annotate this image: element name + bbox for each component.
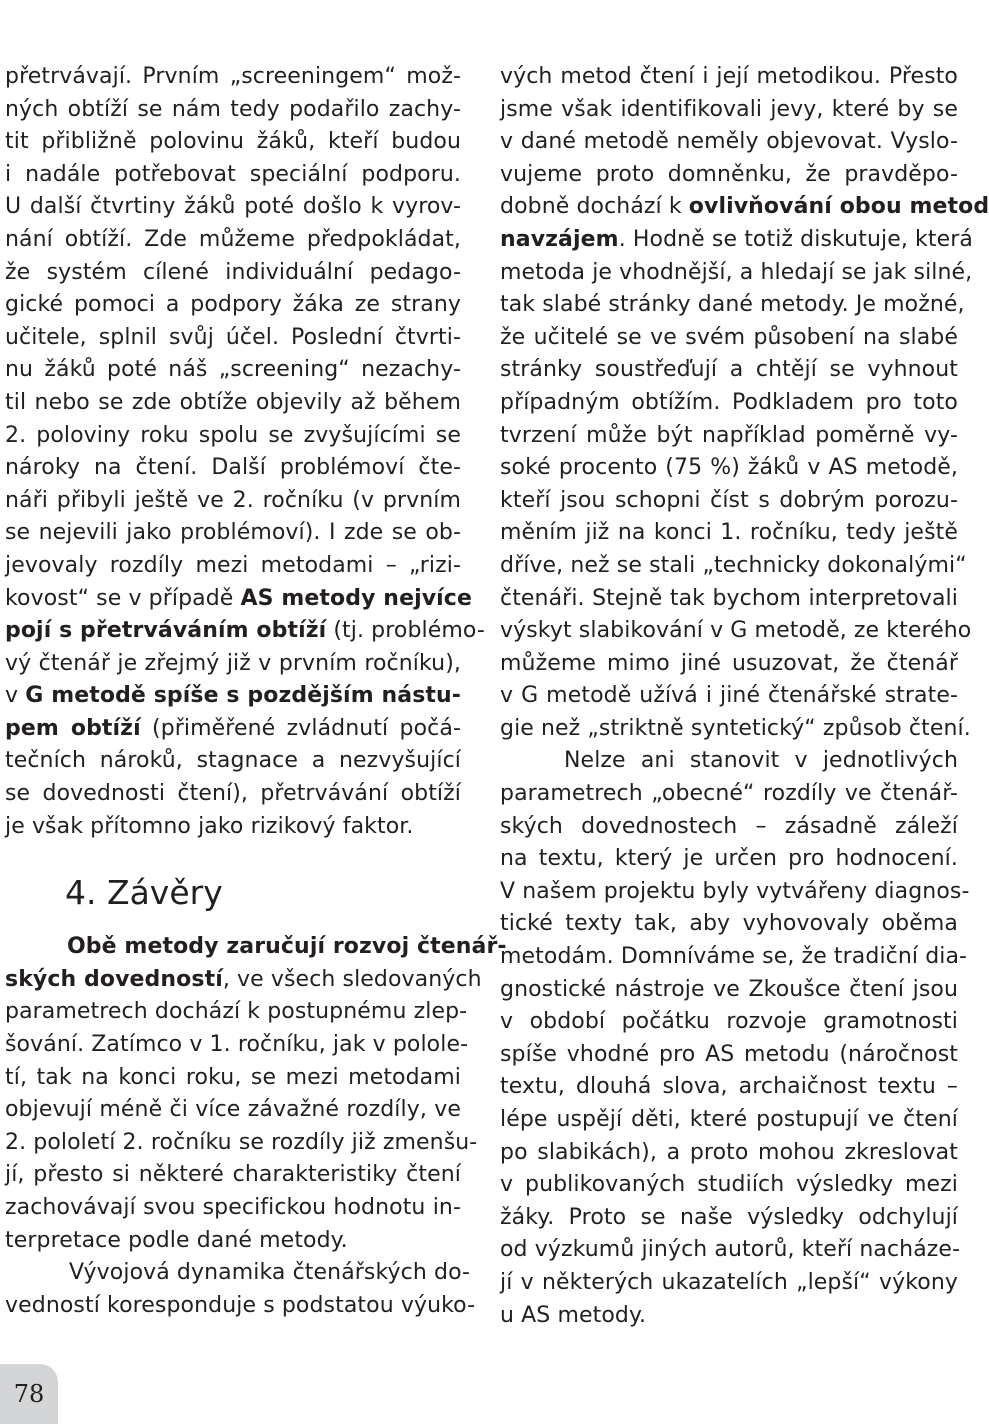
- text-run: kovost“ se v případě: [5, 585, 241, 611]
- text-line: gie než „striktně syntetický“ způsob čtení.: [500, 715, 971, 741]
- text-line: Nelze ani stanovit v jednotlivých: [564, 748, 958, 774]
- text-line: stránky soustřeďují a chtějí se vyhnout: [500, 357, 958, 383]
- right-paragraph-1: [500, 61, 989, 745]
- text-line: žáky. Proto se naše výsledky odchylují: [500, 1204, 958, 1230]
- text-line: objevují méně či více závažné rozdíly, ve: [5, 1097, 461, 1123]
- spacer: [5, 843, 461, 865]
- text-line: nání obtíží. Zde můžeme předpokládat,: [5, 226, 461, 252]
- text-line: tit přibližně polovinu žáků, kteří budou: [5, 129, 461, 155]
- text-line: [5, 583, 472, 616]
- text-line: se nejevili jako problémoví). I zde se ob-: [5, 520, 461, 546]
- emphasis-text: G metodě spíše s pozdějším nástu-: [25, 683, 462, 709]
- emphasis-text: Obě metody zaručují rozvoj čtenář-: [67, 934, 507, 960]
- text-line: [5, 964, 482, 997]
- text-run: (tj. problémo-: [326, 618, 485, 644]
- text-line: nu žáků poté náš „screening“ nezachy-: [5, 357, 461, 383]
- text-line: vých metod čtení i její metodikou. Přesto: [500, 64, 958, 89]
- text-line: V našem projektu byly vytvářeny diagnos-: [500, 878, 970, 904]
- text-line: vý čtenář je zřejmý již v prvním ročníku),: [5, 650, 461, 676]
- text-line: případným obtížím. Podkladem pro toto: [500, 389, 958, 415]
- left-paragraph-1: [5, 61, 485, 843]
- text-line: tí, tak na konci roku, se mezi metodami: [5, 1064, 461, 1090]
- text-line: [5, 680, 461, 713]
- text-line: 2. pololetí 2. ročníku se rozdíly již zmenšu-: [5, 1129, 478, 1155]
- text-run: dobně dochází k: [500, 194, 689, 220]
- text-line: [5, 931, 507, 964]
- text-line: po slabikách), a proto mohou zkreslovat: [500, 1139, 958, 1165]
- text-line: v období počátku rozvoje gramotnosti: [500, 1009, 958, 1035]
- text-line: vedností koresponduje s podstatou výuko-: [5, 1292, 476, 1318]
- text-line: od výzkumů jiných autorů, kteří nacháze-: [500, 1237, 961, 1263]
- text-line: je však přítomno jako rizikový faktor.: [5, 813, 414, 839]
- text-line: tvrzení může být například poměrně vy-: [500, 422, 958, 448]
- text-line: ných obtíží se nám tedy podařilo zachy-: [5, 96, 461, 122]
- text-line: dříve, než se stali „technicky dokonalými“: [500, 552, 967, 578]
- section-heading: 4. Závěry: [65, 873, 223, 913]
- page-number: 78: [0, 1364, 58, 1424]
- text-line: náři přibyli ještě ve 2. ročníku (v prvním: [5, 487, 461, 513]
- text-line: výskyt slabikování v G metodě, ze kterého: [500, 618, 972, 644]
- text-line: 2. poloviny roku spolu se zvyšujícími se: [5, 422, 461, 448]
- text-line: v G metodě užívá i jiné čtenářské strate-: [500, 683, 958, 709]
- text-line: že systém cílené individuální pedago-: [5, 259, 461, 285]
- text-line: textu, dlouhá slova, archaičnost textu –: [500, 1074, 958, 1100]
- text-line: [5, 615, 485, 648]
- text-line: na textu, který je určen pro hodnocení.: [500, 846, 958, 872]
- text-line: nároky na čtení. Další problémoví čte-: [5, 455, 461, 481]
- text-line: jí, přesto si některé charakteristiky čtení: [5, 1162, 461, 1188]
- text-line: přetrvávají. Prvním „screeningem“ mož-: [5, 64, 461, 89]
- left-paragraph-3: [5, 1257, 476, 1322]
- text-line: zachovávají svou specifickou hodnotu in-: [5, 1195, 461, 1220]
- text-line: parametrech „obecné“ rozdíly ve čtenář-: [500, 781, 958, 807]
- text-line: vujeme proto domněnku, že pravděpo-: [500, 161, 958, 187]
- text-line: kteří jsou schopni číst s dobrým porozu-: [500, 487, 958, 513]
- text-line: v publikovaných studiích výsledky mezi: [500, 1172, 958, 1198]
- text-line: tické texty tak, aby vyhovovaly oběma: [500, 911, 958, 937]
- text-line: měním již na konci 1. ročníku, tedy ještě: [500, 520, 958, 546]
- text-line: že učitelé se ve svém působení na slabé: [500, 324, 958, 350]
- text-line: tečních nároků, stagnace a nezvyšující: [5, 748, 461, 774]
- text-line: metoda je vhodnější, a hledají se jak silné,: [500, 259, 973, 285]
- text-line: jsme však identifikovali jevy, které by se: [500, 96, 958, 122]
- text-line: šování. Zatímco v 1. ročníku, jak v polole-: [5, 1032, 469, 1058]
- text-line: soké procento (75 %) žáků v AS metodě,: [500, 455, 958, 481]
- text-run: v: [5, 683, 26, 709]
- text-line: Vývojová dynamika čtenářských do-: [69, 1260, 471, 1286]
- text-line: čtenáři. Stejně tak bychom interpretovali: [500, 585, 958, 611]
- text-line: gické pomoci a podpory žáka ze strany: [5, 292, 461, 318]
- right-column: [500, 61, 989, 1332]
- text-line: učitele, splnil svůj účel. Poslední čtvrti-: [5, 324, 461, 350]
- text-line: u AS metody.: [500, 1302, 647, 1328]
- text-line: [5, 713, 461, 746]
- spacer: [5, 921, 461, 931]
- text-line: til nebo se zde obtíže objevily až během: [5, 389, 461, 415]
- text-line: můžeme mimo jiné usuzovat, že čtenář: [500, 650, 958, 676]
- emphasis-text: navzájem: [500, 226, 619, 252]
- text-line: jí v některých ukazatelích „lepší“ výkony: [500, 1269, 958, 1295]
- right-paragraph-2: [500, 745, 970, 1332]
- text-run: , ve všech sledovaných: [222, 966, 482, 992]
- text-line: ských dovednostech – zásadně záleží: [500, 813, 958, 839]
- text-run: (přiměřené zvládnutí počá-: [140, 715, 461, 741]
- text-line: v dané metodě neměly objevovat. Vyslo-: [500, 129, 958, 155]
- text-line: U další čtvrtiny žáků poté došlo k vyrov-: [5, 194, 461, 220]
- text-line: i nadále potřebovat speciální podporu.: [5, 161, 461, 187]
- emphasis-text: ovlivňování obou metod: [688, 194, 989, 220]
- emphasis-text: pem obtíží: [5, 715, 141, 741]
- text-line: metodám. Domníváme se, že tradiční dia-: [500, 944, 968, 970]
- left-column: [5, 61, 507, 1322]
- emphasis-text: pojí s přetrváváním obtíží: [5, 618, 327, 644]
- text-line: [500, 191, 989, 224]
- text-line: jevovaly rozdíly mezi metodami – „rizi-: [5, 552, 461, 578]
- text-line: lépe uspějí děti, které postupují ve čtení: [500, 1107, 958, 1132]
- text-line: se dovednosti čtení), přetrvávání obtíží: [5, 781, 461, 807]
- text-line: tak slabé stránky dané metody. Je možné,: [500, 292, 965, 318]
- emphasis-text: AS metody nejvíce: [240, 585, 472, 611]
- text-line: gnostické nástroje ve Zkoušce čtení jsou: [500, 976, 958, 1002]
- text-line: terpretace podle dané metody.: [5, 1227, 348, 1253]
- text-line: spíše vhodné pro AS metodu (náročnost: [500, 1041, 958, 1067]
- text-line: [500, 224, 973, 257]
- text-line: parametrech dochází k postupnému zlep-: [5, 999, 468, 1025]
- emphasis-text: ských dovedností: [5, 966, 223, 992]
- left-paragraph-2: [5, 931, 507, 1257]
- text-run: . Hodně se totiž diskutuje, která: [618, 226, 973, 252]
